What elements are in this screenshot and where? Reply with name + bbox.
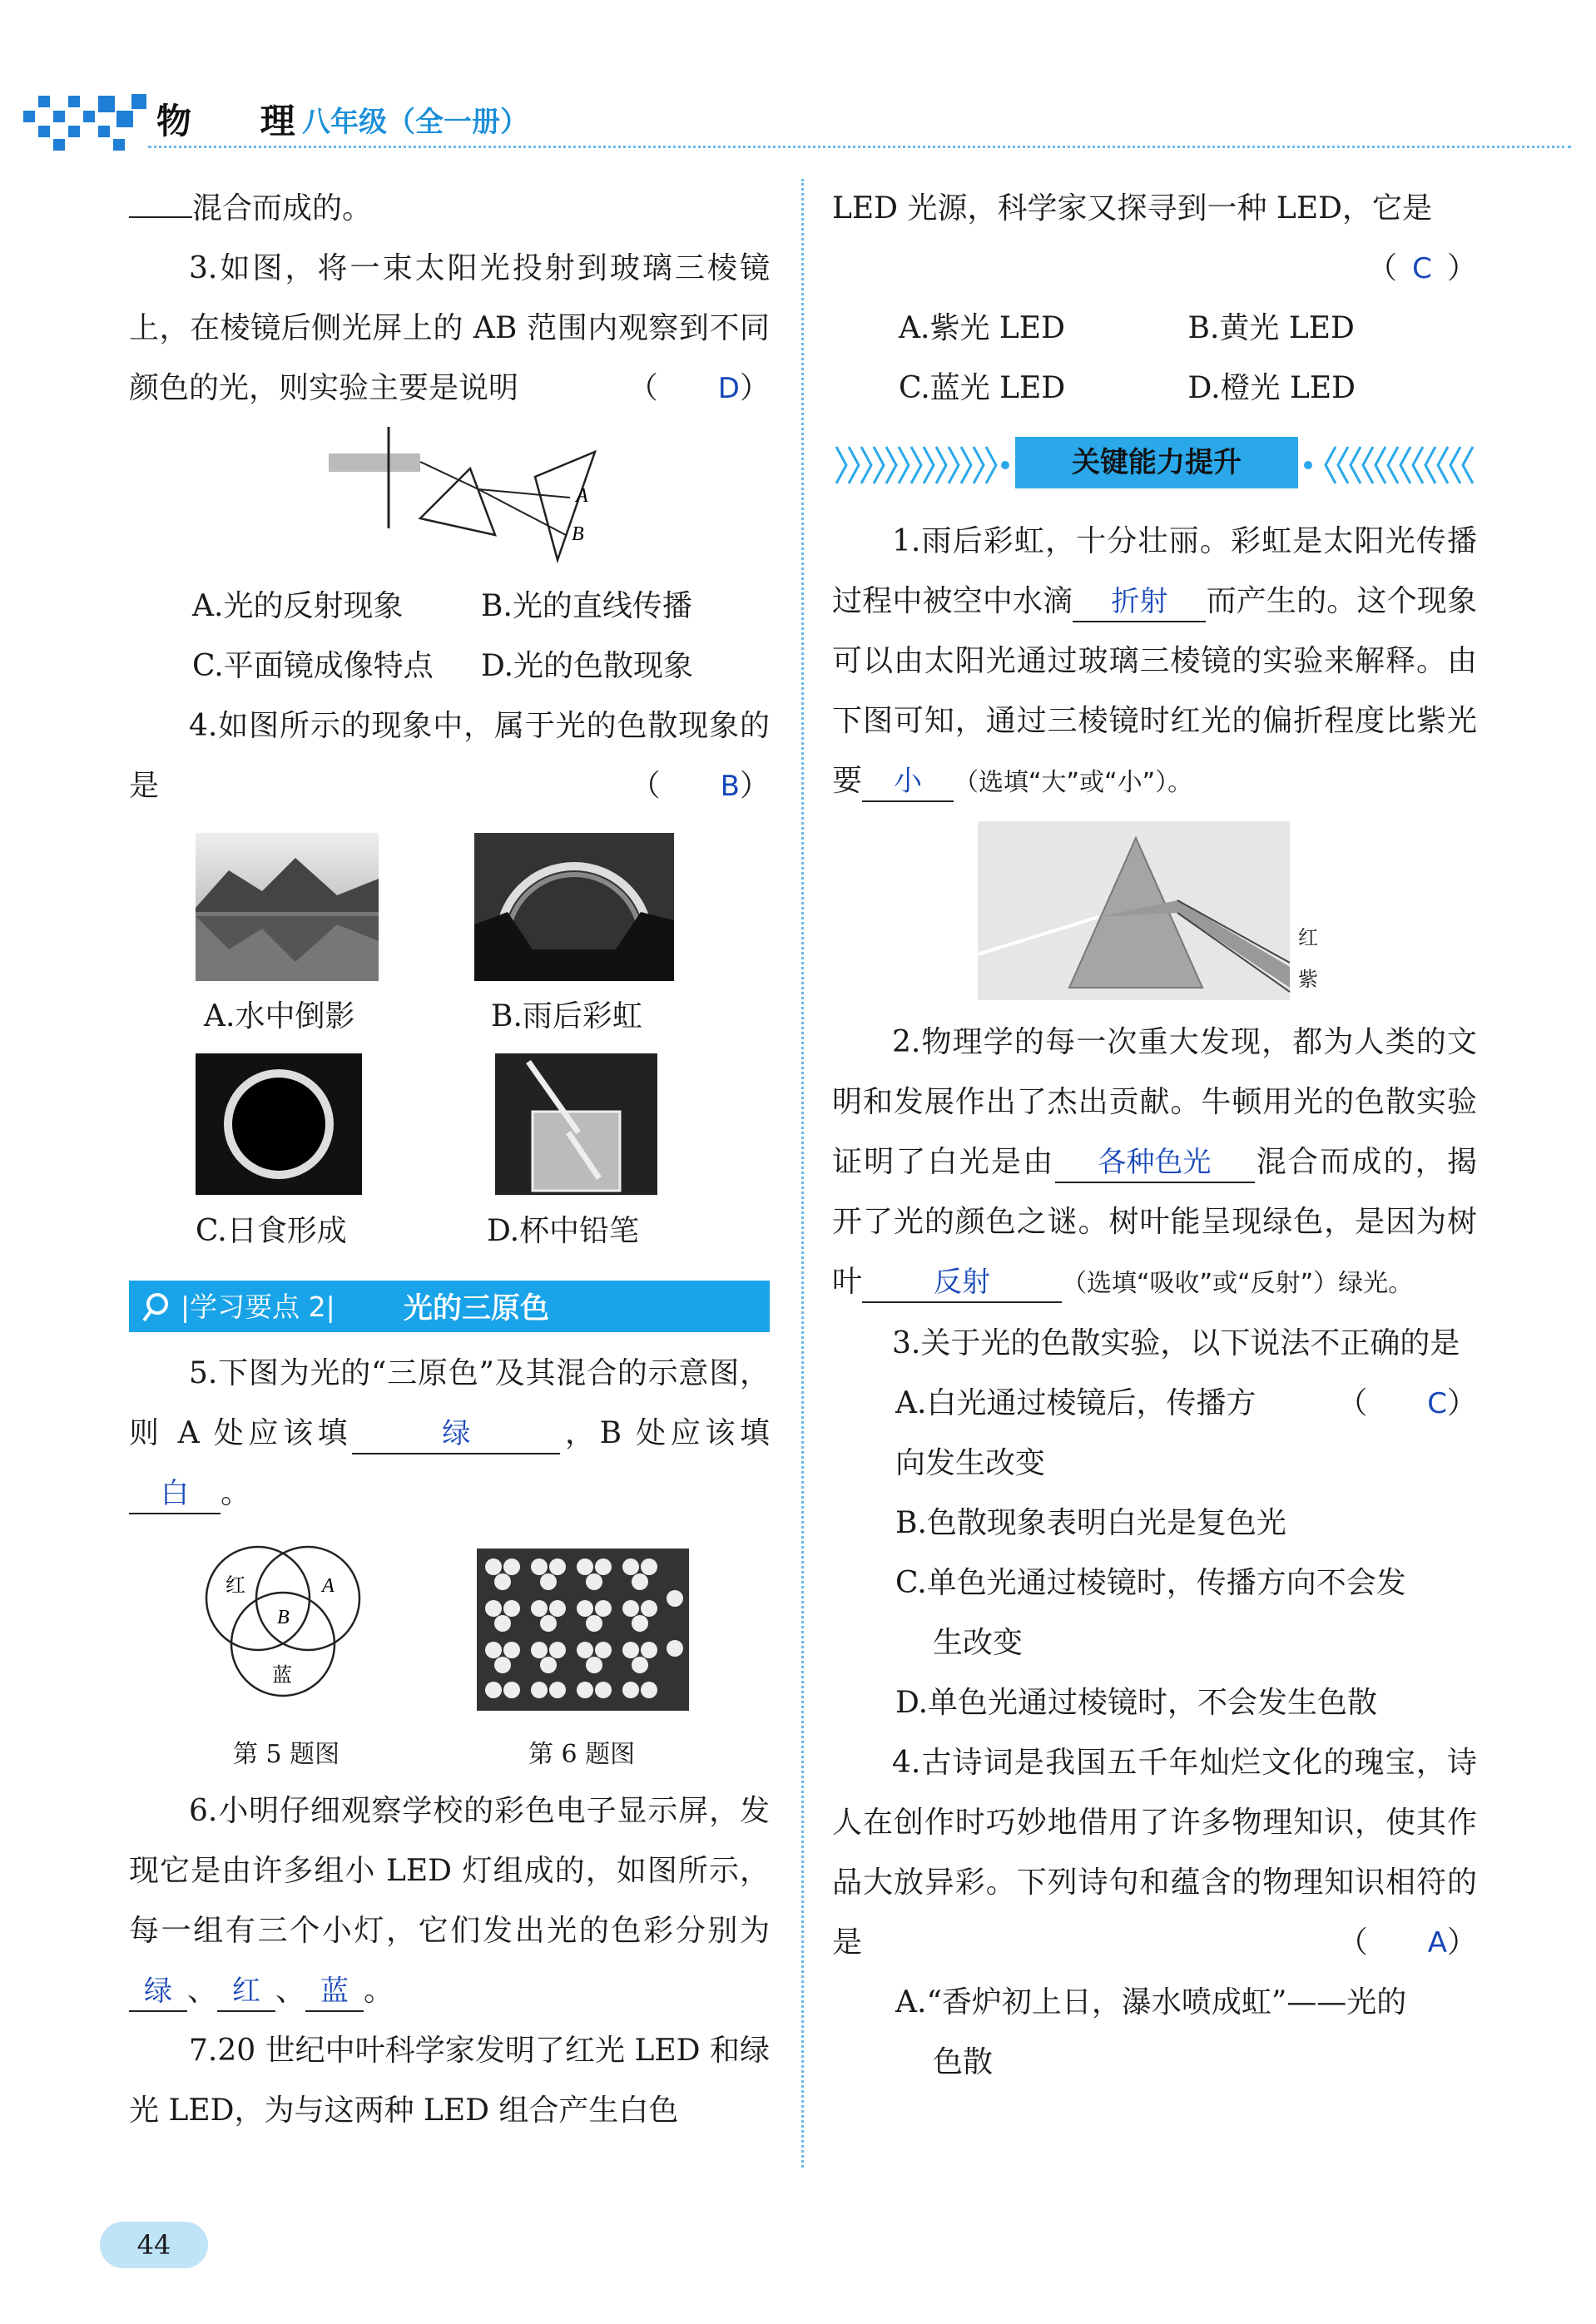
q5-answer-a: 绿: [442, 1417, 471, 1450]
caption-a: A.水中倒影: [204, 999, 355, 1033]
venn-diagram: [196, 1540, 370, 1715]
k3-option-a: A.白光通过棱镜后，传播方向发生改变: [895, 1386, 1256, 1480]
svg-text:红: 红: [226, 1573, 245, 1597]
k1-answer-a: 折射: [1111, 585, 1168, 618]
question-5: 5.下图为光的“三原色”及其混合的示意图，则 A 处应该填 绿 ，B 处应该填白 。: [129, 1344, 770, 1524]
label-violet: 紫: [1298, 968, 1318, 991]
q6-answer-3: 蓝: [320, 1975, 349, 2008]
prism-diagram: [129, 419, 770, 577]
column-divider: [801, 179, 804, 2168]
photo-pencil-in-cup: [495, 1053, 657, 1195]
question-7-continued: LED 光源，科学家又探寻到一种 LED，它是: [832, 191, 1432, 225]
k4-option-a: A.“香炉初上日，瀑水喷成虹”——光的: [895, 1985, 1407, 2019]
q5-answer-b: 白: [161, 1477, 189, 1510]
q3-stem: 3.如图，将一束太阳光投射到玻璃三棱镜上，在棱镜后侧光屏上的 AB 范围内观察到不同颜色的光，则实验主要是说明: [129, 251, 770, 405]
key-question-1: 1.雨后彩虹，十分壮丽。彩虹是太阳光传播过程中被空中水滴 折射 而产生的。这个现象可以由太阳光通过玻璃三棱镜的实验来解释。由下图可知，通过三棱镜时红光的偏折程度比紫光要 小 （选填“大”或“小”）。: [832, 512, 1477, 813]
right-column: [832, 179, 1477, 2093]
key-ability-title: 关键能力提升: [1015, 437, 1298, 488]
question-6: 6.小明仔细观察学校的彩色电子显示屏，发现它是由许多组小 LED 灯组成的，如图所示，每一组有三个小灯，它们发出光的色彩分别为绿 、 红 、 蓝 。: [129, 1781, 770, 2021]
caption-d: D.杯中铅笔: [487, 1214, 640, 1248]
label-a: A: [576, 485, 588, 507]
key-question-3: 3.关于光的色散实验，以下说法不正确的是 （ C）: [832, 1314, 1477, 1374]
q3-answer-bracket: （ D）: [627, 371, 770, 405]
section-label: |学习要点 2|: [181, 1291, 335, 1323]
q7-option-a: A.紫光 LED: [899, 311, 1065, 345]
grade-title: 八年级（全一册）: [302, 106, 528, 139]
question-7-start: 7.20 世纪中叶科学家发明了红光 LED 和绿光 LED，为与这两种 LED 组合产生白色: [129, 2034, 770, 2128]
q3-option-a: A.光的反射现象: [192, 589, 404, 623]
q3-option-b: B.光的直线传播: [481, 589, 692, 623]
photo-eclipse: [196, 1053, 362, 1195]
subject-title: 物 理: [156, 101, 324, 141]
key-ability-banner: [832, 434, 1477, 497]
section-bar-key-point-2: [129, 1281, 770, 1332]
q6-answer-1: 绿: [144, 1975, 172, 2008]
fig6-caption: 第 6 题图: [528, 1740, 636, 1769]
key-question-4: 4.古诗词是我国五千年灿烂文化的瑰宝，诗人在创作时巧妙地借用了许多物理知识，使其作品大放异彩。下列诗句和蕴含的物理知识相符的是 （ A）: [832, 1733, 1477, 1973]
q4-stem: 4.如图所示的现象中，属于光的色散现象的是: [129, 709, 770, 803]
question-4: [129, 696, 770, 816]
page-number: 44: [100, 2222, 208, 2268]
q3-options: [129, 577, 770, 696]
q4-answer-bracket: （ B）: [630, 769, 770, 803]
header-pixel-logo: [23, 87, 152, 146]
svg-text:A: A: [322, 1575, 335, 1597]
svg-text:蓝: 蓝: [272, 1663, 292, 1687]
svg-text:B: B: [277, 1607, 290, 1628]
k3-option-d: D.单色光通过棱镜时，不会发生色散: [895, 1686, 1378, 1720]
fig5-caption: 第 5 题图: [233, 1740, 340, 1769]
question-3: [129, 239, 770, 419]
caption-c: C.日食形成: [196, 1214, 347, 1248]
q2-tail: 混合而成的。: [129, 179, 770, 239]
k4-option-a-cont: 色散: [933, 2045, 994, 2079]
dispersion-figure: [832, 813, 1477, 1013]
photo-rainbow: [474, 833, 674, 981]
k2-answer-a: 各种色光: [1098, 1146, 1212, 1179]
caption-b: B.雨后彩虹: [491, 999, 642, 1033]
q6-answer-2: 红: [232, 1975, 261, 2008]
k3-option-b: B.色散现象表明白光是复色光: [895, 1506, 1286, 1540]
led-screen-photo: [477, 1549, 689, 1711]
left-column: [129, 179, 770, 2141]
k2-answer-b: 反射: [934, 1266, 991, 1299]
q7-option-b: B.黄光 LED: [1187, 311, 1355, 345]
photo-lake-reflection: [196, 833, 379, 981]
magnifier-icon: [142, 1291, 176, 1324]
q3-option-d: D.光的色散现象: [481, 649, 694, 683]
q7-options: [832, 299, 1477, 419]
prism-dispersion-diagram: [978, 821, 1294, 1004]
q7-answer-bracket: （ C ）: [1366, 251, 1477, 285]
k1-answer-b: 小: [894, 765, 923, 798]
k3-answer-bracket: （ C）: [1337, 1386, 1477, 1420]
prism-figure: [129, 419, 770, 577]
key-question-2: 2.物理学的每一次重大发现，都为人类的文明和发展作出了杰出贡献。牛顿用光的色散实验证明了白光是由 各种色光 混合而成的，揭开了光的颜色之谜。树叶能呈现绿色，是因为树叶 反射 （选填“吸收”或“反射”）绿光。: [832, 1013, 1477, 1314]
label-red: 红: [1298, 926, 1318, 949]
q3-option-c: C.平面镜成像特点: [192, 649, 434, 683]
header-divider: [148, 146, 1571, 148]
k3-option-c: C.单色光通过棱镜时，传播方向不会发: [895, 1566, 1406, 1600]
q5-q6-figures: [129, 1524, 770, 1781]
q7-option-d: D.橙光 LED: [1187, 371, 1356, 405]
q4-photos: [129, 816, 770, 1266]
k4-answer-bracket: （ A）: [1337, 1925, 1477, 1960]
page-header: [23, 79, 1571, 154]
q7-option-c: C.蓝光 LED: [899, 371, 1066, 405]
label-b: B: [572, 523, 584, 545]
k3-option-c-cont: 生改变: [933, 1626, 1024, 1660]
section-title: 光的三原色: [404, 1292, 550, 1326]
